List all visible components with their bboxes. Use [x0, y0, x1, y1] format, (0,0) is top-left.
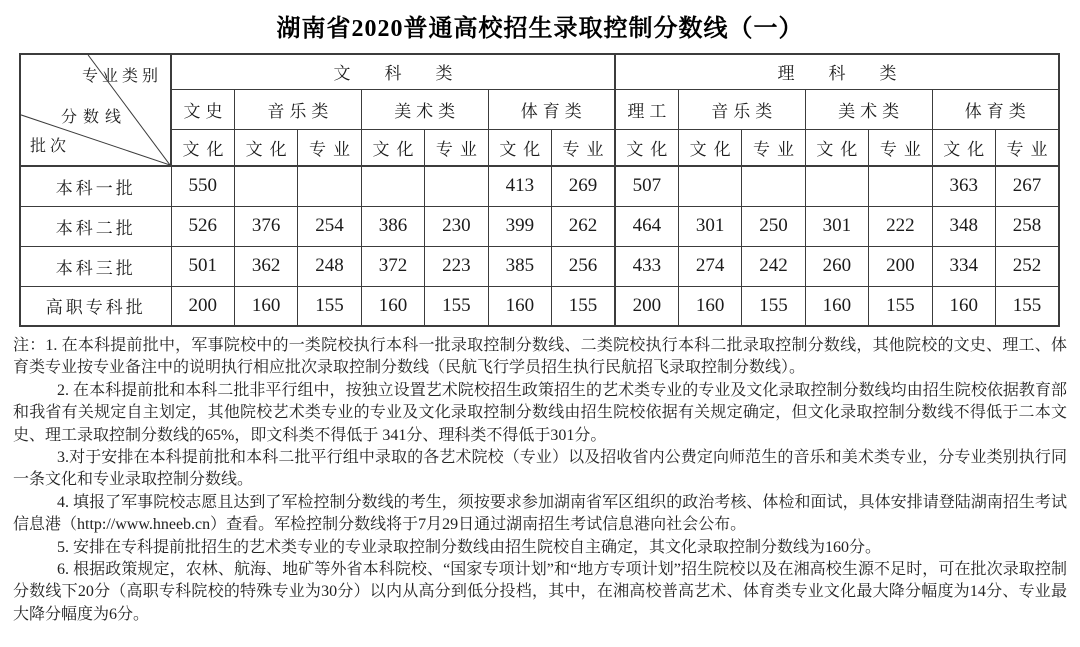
score-cell [298, 166, 361, 206]
score-cell: 301 [678, 206, 741, 246]
note-item-2: 2. 在本科提前批和本科二批非平行组中，按独立设置艺术院校招生政策招生的艺术类专业的专业及文化录取控制分数线均由招生院校依据教育部和我省有关规定自主划定，其他院校艺术类专业的专业及文化录取控制分数线由招生院校依据有关规定确定，但文化录取控制分数线不得低于二本文史、理工录取控制分数线的65%，即文科类不得低于 341分、理科类不得低于301分。 [13, 381, 1067, 444]
score-cell: 372 [361, 246, 424, 286]
score-cell: 274 [678, 246, 741, 286]
row-label: 本科三批 [20, 246, 171, 286]
column-header: 专业 [552, 129, 615, 166]
column-header: 文化 [488, 129, 551, 166]
note-item-6: 6. 根据政策规定，农林、航海、地矿等外省本科院校、“国家专项计划”和“地方专项计划”招生院校以及在湘高校生源不足时，可在批次录取控制分数线下20分（高职专科院校的特殊专业为30分）以内从高分到低分投档，其中，在湘高校普高艺术、体育类专业文化最大降分幅度为14分、专业最大降分幅度为6分。 [13, 561, 1067, 623]
score-cell: 413 [488, 166, 551, 206]
score-cell: 155 [995, 286, 1059, 326]
note-item-3: 3.对于安排在本科提前批和本科二批平行组中录取的各艺术院校（专业）以及招收省内公费定向师范生的音乐和美术类专业，分专业类别执行同一条文化和专业录取控制分数线。 [13, 449, 1067, 489]
score-cell [869, 166, 932, 206]
score-cell: 155 [869, 286, 932, 326]
score-cell: 223 [425, 246, 488, 286]
corner-label-batch: 批次 [30, 138, 71, 155]
row-label: 本科一批 [20, 166, 171, 206]
score-cell: 250 [742, 206, 805, 246]
score-cell: 155 [298, 286, 361, 326]
score-cell: 348 [932, 206, 995, 246]
score-cell: 248 [298, 246, 361, 286]
subgroup-wenshi: 文史 [171, 89, 234, 129]
subgroup-fine-arts: 美术类 [361, 89, 488, 129]
column-header: 专业 [742, 129, 805, 166]
score-table [19, 53, 1060, 327]
score-cell [234, 166, 297, 206]
page-title: 湖南省2020普通高校招生录取控制分数线（一） [276, 16, 804, 42]
score-cell: 155 [742, 286, 805, 326]
score-cell: 160 [805, 286, 868, 326]
table-row-benke3 [20, 246, 1059, 286]
score-cell: 386 [361, 206, 424, 246]
subgroup-music-science: 音乐类 [678, 89, 805, 129]
score-cell: 385 [488, 246, 551, 286]
score-cell: 433 [615, 246, 678, 286]
score-cell: 464 [615, 206, 678, 246]
column-header: 文化 [234, 129, 297, 166]
score-cell: 507 [615, 166, 678, 206]
table-row-benke2 [20, 206, 1059, 246]
score-cell: 258 [995, 206, 1059, 246]
score-cell: 200 [171, 286, 234, 326]
note-item-1: 注：1. 在本科提前批中，军事院校中的一类院校执行本科一批录取控制分数线、二类院校执行本科二批录取控制分数线，其他院校的文史、理工、体育类专业按专业备注中的说明执行相应批次录取控制分数线（民航飞行学员招生执行民航招飞录取控制分数线）。 [13, 337, 1067, 377]
score-cell: 160 [678, 286, 741, 326]
table-row-benke1 [20, 166, 1059, 206]
score-cell: 256 [552, 246, 615, 286]
column-header: 专业 [425, 129, 488, 166]
score-cell: 267 [995, 166, 1059, 206]
corner-label-category: 专业类别 [81, 68, 162, 85]
column-header: 文化 [932, 129, 995, 166]
score-cell: 222 [869, 206, 932, 246]
score-cell [425, 166, 488, 206]
score-cell [742, 166, 805, 206]
score-cell: 362 [234, 246, 297, 286]
row-label: 高职专科批 [20, 286, 171, 326]
column-group-science: 理科类 [615, 54, 1059, 89]
score-cell: 301 [805, 206, 868, 246]
column-group-liberal-arts: 文科类 [171, 54, 615, 89]
score-cell: 399 [488, 206, 551, 246]
score-cell: 230 [425, 206, 488, 246]
score-cell: 160 [361, 286, 424, 326]
subgroup-fine-science: 美术类 [805, 89, 932, 129]
column-header: 文化 [678, 129, 741, 166]
score-cell: 252 [995, 246, 1059, 286]
column-header: 专业 [298, 129, 361, 166]
score-cell: 200 [869, 246, 932, 286]
score-cell: 260 [805, 246, 868, 286]
score-cell: 155 [425, 286, 488, 326]
score-cell: 242 [742, 246, 805, 286]
score-cell: 200 [615, 286, 678, 326]
score-cell: 550 [171, 166, 234, 206]
note-item-4: 4. 填报了军事院校志愿且达到了军检控制分数线的考生，须按要求参加湖南省军区组织的政治考核、体检和面试，具体安排请登陆湖南招生考试信息港（http://www.hneeb.cn）查看。军检控制分数线将于7月29日通过湖南招生考试信息港向社会公布。 [13, 493, 1067, 534]
score-cell: 376 [234, 206, 297, 246]
table-row-gaozhi [20, 286, 1059, 326]
score-cell: 526 [171, 206, 234, 246]
note-item-5: 5. 安排在专科提前批招生的艺术类专业的专业录取控制分数线由招生院校自主确定，其文化录取控制分数线为160分。 [57, 538, 882, 556]
score-cell: 254 [298, 206, 361, 246]
row-label: 本科二批 [20, 206, 171, 246]
column-header: 文化 [615, 129, 678, 166]
column-header: 文化 [361, 129, 424, 166]
column-header: 文化 [805, 129, 868, 166]
subgroup-music-arts: 音乐类 [234, 89, 361, 129]
subgroup-ligong: 理工 [615, 89, 678, 129]
score-cell: 160 [488, 286, 551, 326]
score-cell: 155 [552, 286, 615, 326]
score-cell [361, 166, 424, 206]
score-cell: 160 [932, 286, 995, 326]
score-cell: 160 [234, 286, 297, 326]
score-cell [678, 166, 741, 206]
corner-header-cell [20, 54, 171, 166]
corner-label-scoreline: 分数线 [61, 109, 128, 126]
notes-section [13, 335, 1067, 626]
score-cell [805, 166, 868, 206]
score-cell: 501 [171, 246, 234, 286]
column-header: 文化 [171, 129, 234, 166]
score-cell: 334 [932, 246, 995, 286]
score-cell: 262 [552, 206, 615, 246]
subgroup-pe-science: 体育类 [932, 89, 1059, 129]
subgroup-pe-arts: 体育类 [488, 89, 615, 129]
score-cell: 363 [932, 166, 995, 206]
score-cell: 269 [552, 166, 615, 206]
column-header: 专业 [869, 129, 932, 166]
column-header: 专业 [995, 129, 1059, 166]
